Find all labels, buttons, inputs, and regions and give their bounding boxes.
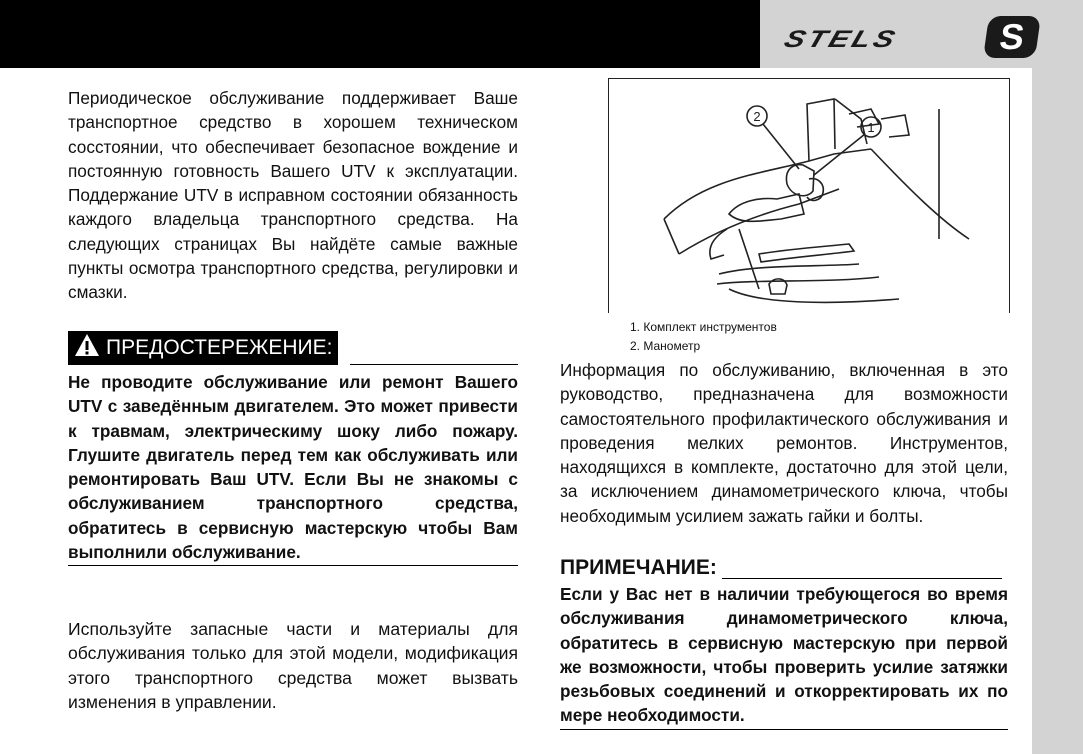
note-header-rule xyxy=(722,578,1002,579)
info-paragraph: Информация по обслуживанию, включенная в это руководство, предназначена для возможности самостоятельного профилактического обслуживания и проведения мелких ремонтов. Инструментов, находящихся в комплекте, достаточно для этой цели, за исключением динамометрического ключа, чтобы необходимым усилием зажать гайки и болты. xyxy=(560,360,1008,526)
caption-2: 2. Манометр xyxy=(630,339,701,353)
intro-paragraph: Периодическое обслуживание поддерживает Ваше транспортное средство в хорошем техническом сосстоянии, что обеспечивает безопасное вождение и постоянную готовность Вашего UTV к эксплуатации. Поддержание UTV в исправном состоянии обязанность каждого владельца транспортного средства. На следующих страницах Вы найдёте самые важные пункты осмотра транспортного средства, регулировки и смазки. xyxy=(68,88,518,303)
warning-bottom-rule xyxy=(68,565,518,566)
tool-kit-illustration xyxy=(609,79,1009,313)
page-edge-tab xyxy=(1032,68,1083,754)
note-text: Если у Вас нет в наличии требующегося во время обслуживания динамометрического ключа, обратитесь в сервисную мастерскую при первой же возможности, чтобы проверить усилие затяжки резьбовых соединений и откорректировать их по мере необходимости. xyxy=(560,584,1008,726)
warning-header-rule xyxy=(350,364,518,365)
brand-badge: S xyxy=(983,16,1041,58)
callout-1: 1 xyxy=(867,120,875,135)
note-bottom-rule xyxy=(560,729,1008,730)
warning-header xyxy=(68,331,518,369)
parts-paragraph: Используйте запасные части и материалы для обслуживания только для этой модели, модификация этого транспортного средства может вызвать изменения в управлении. xyxy=(68,619,518,712)
warning-text: Не проводите обслуживание или ремонт Вашего UTV с заведённым двигателем. Это может привести к травмам, электрическиму шоку либо пожару. Глушите двигатель перед тем как обслуживать или ремонтировать Ваш UTV. Если Вы не знакомы с обслуживанием транспортного средства, обратитесь в сервисную мастерскую чтобы Вам выполнили обслуживание. xyxy=(68,372,518,563)
warning-triangle-icon xyxy=(74,333,100,357)
note-title: ПРИМЕЧАНИЕ: xyxy=(560,556,717,579)
warning-title: ПРЕДОСТЕРЕЖЕНИЕ: xyxy=(106,336,333,359)
tool-kit-figure xyxy=(608,78,1010,313)
header-bar xyxy=(0,0,760,68)
brand-logo: STELS xyxy=(780,26,902,53)
warning-label-box xyxy=(68,331,338,365)
callout-2: 2 xyxy=(753,109,761,124)
caption-1: 1. Комплект инструментов xyxy=(630,320,777,334)
